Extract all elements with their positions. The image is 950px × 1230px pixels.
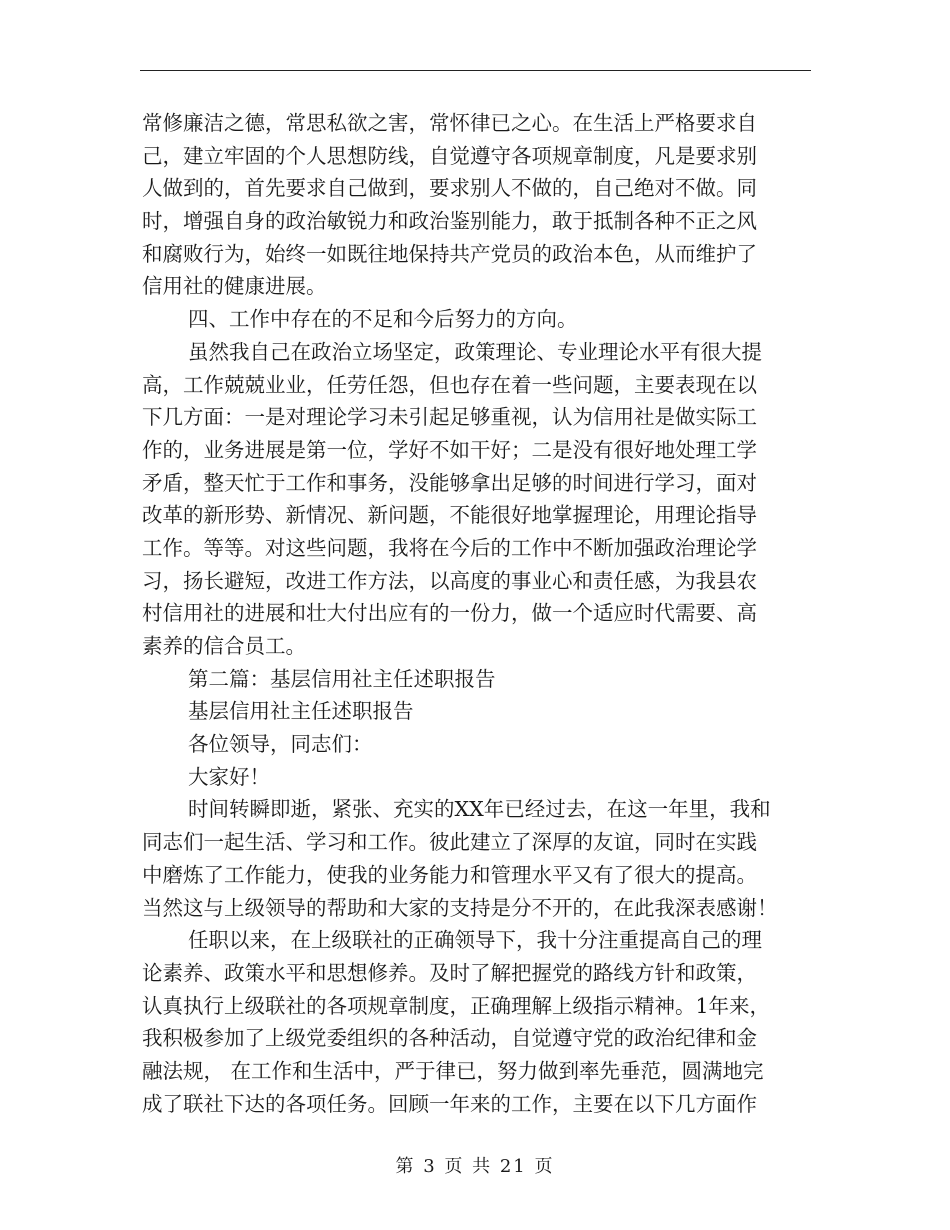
text-line: 四、工作中存在的不足和今后努力的方向。 xyxy=(188,307,578,332)
text-line: 虽然我自己在政治立场坚定，政策理论、专业理论水平有很大提 xyxy=(188,339,762,364)
text-line: 下几方面：一是对理论学习未引起足够重视，认为信用社是做实际工 xyxy=(142,405,757,430)
text-line: 大家好！ xyxy=(188,764,270,789)
text-line: 基层信用社主任述职报告 xyxy=(188,699,414,724)
text-line: 人做到的，首先要求自己做到，要求别人不做的，自己绝对不做。同 xyxy=(142,176,757,201)
text-line: 信用社的健康进展。 xyxy=(142,274,327,299)
text-line: 素养的信合员工。 xyxy=(142,634,306,658)
text-line: 村信用社的进展和壮大付出应有的一份力，做一个适应时代需要、高 xyxy=(142,601,757,626)
text-line: 我积极参加了上级党委组织的各种活动，自觉遵守党的政治纪律和金 xyxy=(142,1026,757,1051)
text-line: 融法规， 在工作和生活中，严于律已，努力做到率先垂范，圆满地完 xyxy=(142,1058,764,1083)
header-rule xyxy=(140,70,811,71)
text-line: 和腐败行为，始终一如既往地保持共产党员的政治本色，从而维护了 xyxy=(142,241,757,266)
text-line: 时，增强自身的政治敏锐力和政治鉴别能力，敢于抵制各种不正之风 xyxy=(142,209,757,234)
text-line: 改革的新形势、新情况、新问题，不能很好地掌握理论，用理论指导 xyxy=(142,503,757,528)
text-line: 作的，业务进展是第一位，学好不如干好；二是没有很好地处理工学 xyxy=(142,437,757,462)
text-line: 己，建立牢固的个人思想防线，自觉遵守各项规章制度，凡是要求别 xyxy=(142,143,757,168)
text-line: 任职以来，在上级联社的正确领导下，我十分注重提高自己的理 xyxy=(188,928,762,953)
text-line: 各位领导，同志们： xyxy=(188,732,373,757)
document-body xyxy=(142,107,812,1120)
text-line: 第二篇：基层信用社主任述职报告 xyxy=(188,666,496,691)
text-line: 工作。等等。对这些问题，我将在今后的工作中不断加强政治理论学 xyxy=(142,535,757,560)
text-line: 常修廉洁之德，常思私欲之害，常怀律已之心。在生活上严格要求自 xyxy=(142,111,757,135)
text-line: 高，工作兢兢业业，任劳任怨，但也存在着一些问题，主要表现在以 xyxy=(142,372,757,397)
text-line: 认真执行上级联社的各项规章制度，正确理解上级指示精神。1年来， xyxy=(142,993,771,1018)
text-line: 时间转瞬即逝，紧张、充实的XX年已经过去，在这一年里，我和 xyxy=(188,797,771,822)
text-line: 成了联社下达的各项任务。回顾一年来的工作，主要在以下几方面作 xyxy=(142,1091,757,1116)
text-line: 论素养、政策水平和思想修养。及时了解把握党的路线方针和政策， xyxy=(142,960,757,985)
text-line: 同志们一起生活、学习和工作。彼此建立了深厚的友谊，同时在实践 xyxy=(142,830,757,855)
text-line: 中磨炼了工作能力，使我的业务能力和管理水平又有了很大的提高。 xyxy=(142,862,757,887)
text-line: 矛盾，整天忙于工作和事务，没能够拿出足够的时间进行学习，面对 xyxy=(142,470,757,495)
text-line: 当然这与上级领导的帮助和大家的支持是分不开的，在此我深表感谢！ xyxy=(142,895,778,920)
page-number: 第 3 页 共 21 页 xyxy=(395,1156,555,1177)
text-line: 习，扬长避短，改进工作方法，以高度的事业心和责任感，为我县农 xyxy=(142,568,757,593)
